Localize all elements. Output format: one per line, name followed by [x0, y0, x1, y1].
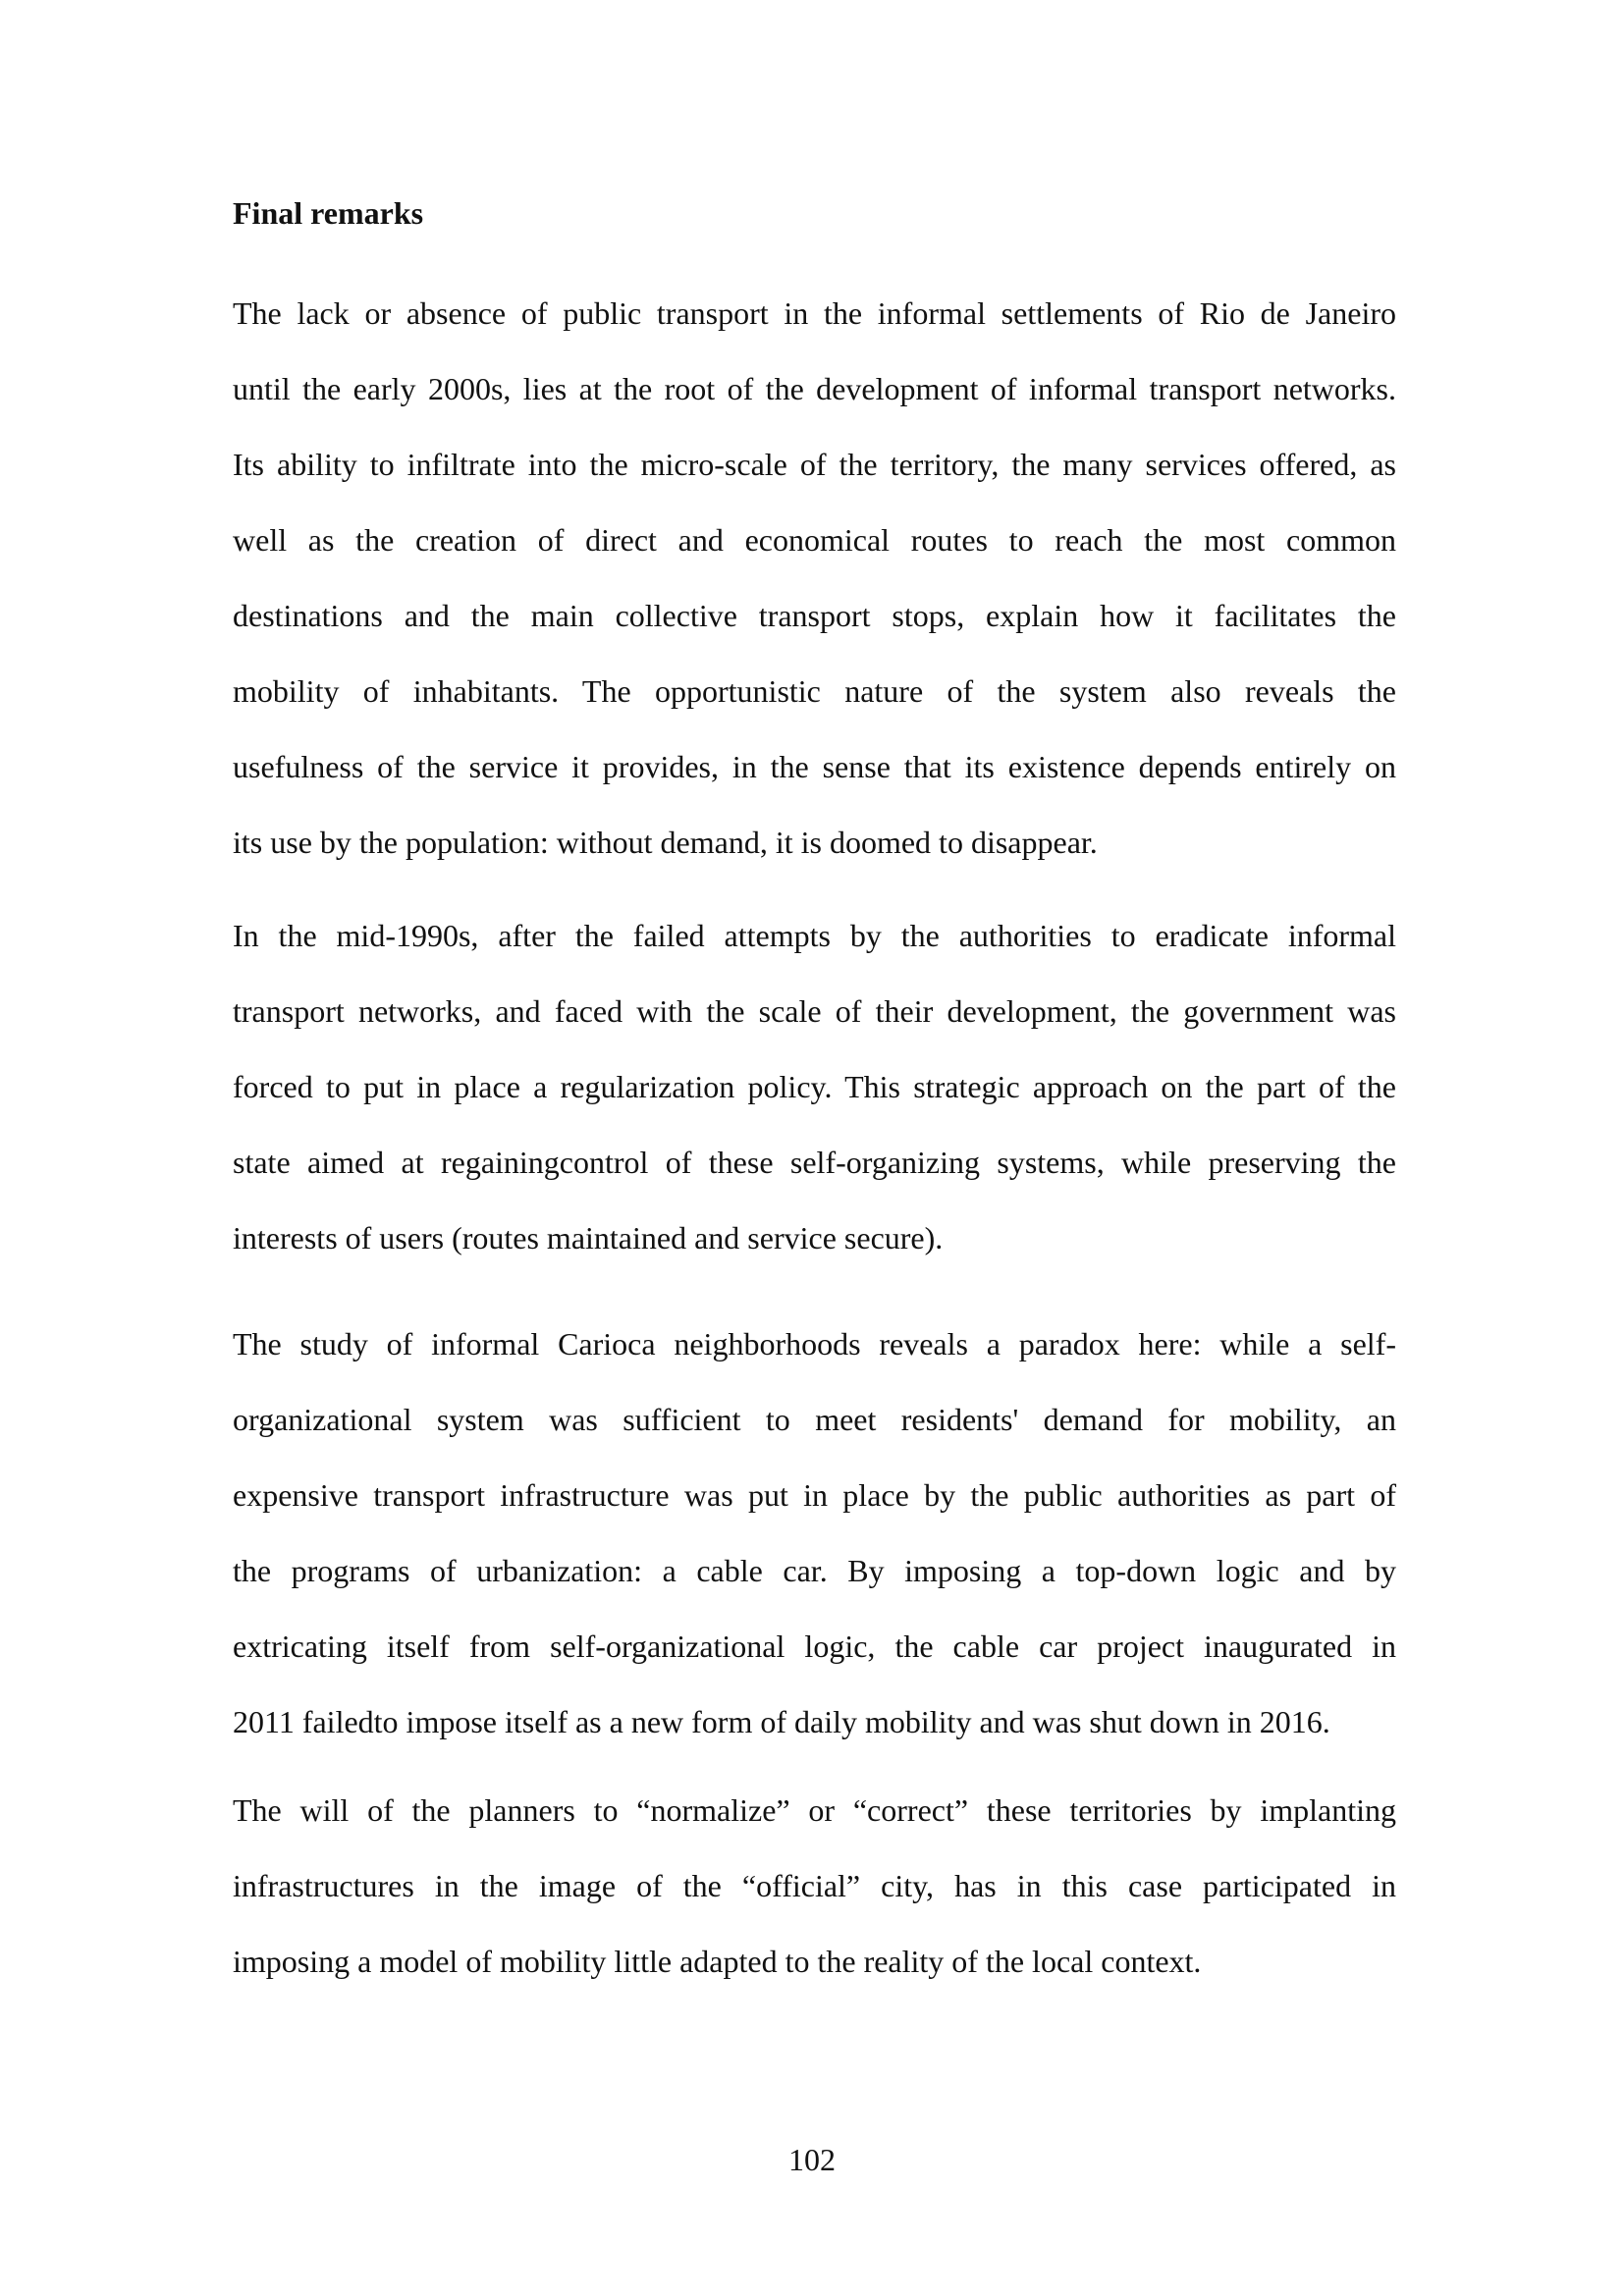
paragraph	[233, 898, 1396, 1276]
text-line: destinations and the main collective transport stops, explain how it facilitates the	[233, 598, 1396, 633]
text-line: the programs of urbanization: a cable car. By imposing a top-down logic and by	[233, 1553, 1396, 1588]
text-line: transport networks, and faced with the scale of their development, the government was	[233, 993, 1396, 1029]
text-line: imposing a model of mobility little adapted to the reality of the local context.	[233, 1944, 1202, 1979]
text-line: interests of users (routes maintained and service secure).	[233, 1220, 944, 1255]
text-line: state aimed at regainingcontrol of these self-organizing systems, while preserving the	[233, 1145, 1396, 1180]
text-line: forced to put in place a regularization policy. This strategic approach on the part of the	[233, 1069, 1396, 1104]
paragraph	[233, 1307, 1396, 1760]
section-heading: Final remarks	[233, 195, 424, 231]
text-line: The will of the planners to “normalize” or “correct” these territories by implanting	[233, 1792, 1396, 1828]
text-line: The study of informal Carioca neighborhoods reveals a paradox here: while a self-	[233, 1326, 1396, 1362]
page-number: 102	[788, 2142, 836, 2177]
text-line: In the mid-1990s, after the failed attempts by the authorities to eradicate informal	[233, 918, 1396, 953]
text-line: until the early 2000s, lies at the root of the development of informal transport networks.	[233, 371, 1396, 406]
paragraph	[233, 1773, 1396, 2000]
text-line: well as the creation of direct and economical routes to reach the most common	[233, 522, 1396, 558]
text-line: Its ability to infiltrate into the micro-scale of the territory, the many services offered, as	[233, 447, 1396, 482]
text-line: The lack or absence of public transport in the informal settlements of Rio de Janeiro	[233, 295, 1396, 331]
text-line: 2011 failedto impose itself as a new form of daily mobility and was shut down in 2016.	[233, 1704, 1330, 1739]
text-line: extricating itself from self-organizational logic, the cable car project inaugurated in	[233, 1629, 1396, 1664]
paragraph	[233, 276, 1396, 881]
text-line: its use by the population: without demand, it is doomed to disappear.	[233, 825, 1098, 860]
text-line: mobility of inhabitants. The opportunistic nature of the system also reveals the	[233, 673, 1396, 709]
text-line: usefulness of the service it provides, in the sense that its existence depends entirely on	[233, 749, 1396, 784]
text-line: infrastructures in the image of the “official” city, has in this case participated in	[233, 1868, 1396, 1903]
text-line: expensive transport infrastructure was put in place by the public authorities as part of	[233, 1477, 1396, 1513]
text-line: organizational system was sufficient to meet residents' demand for mobility, an	[233, 1402, 1396, 1437]
